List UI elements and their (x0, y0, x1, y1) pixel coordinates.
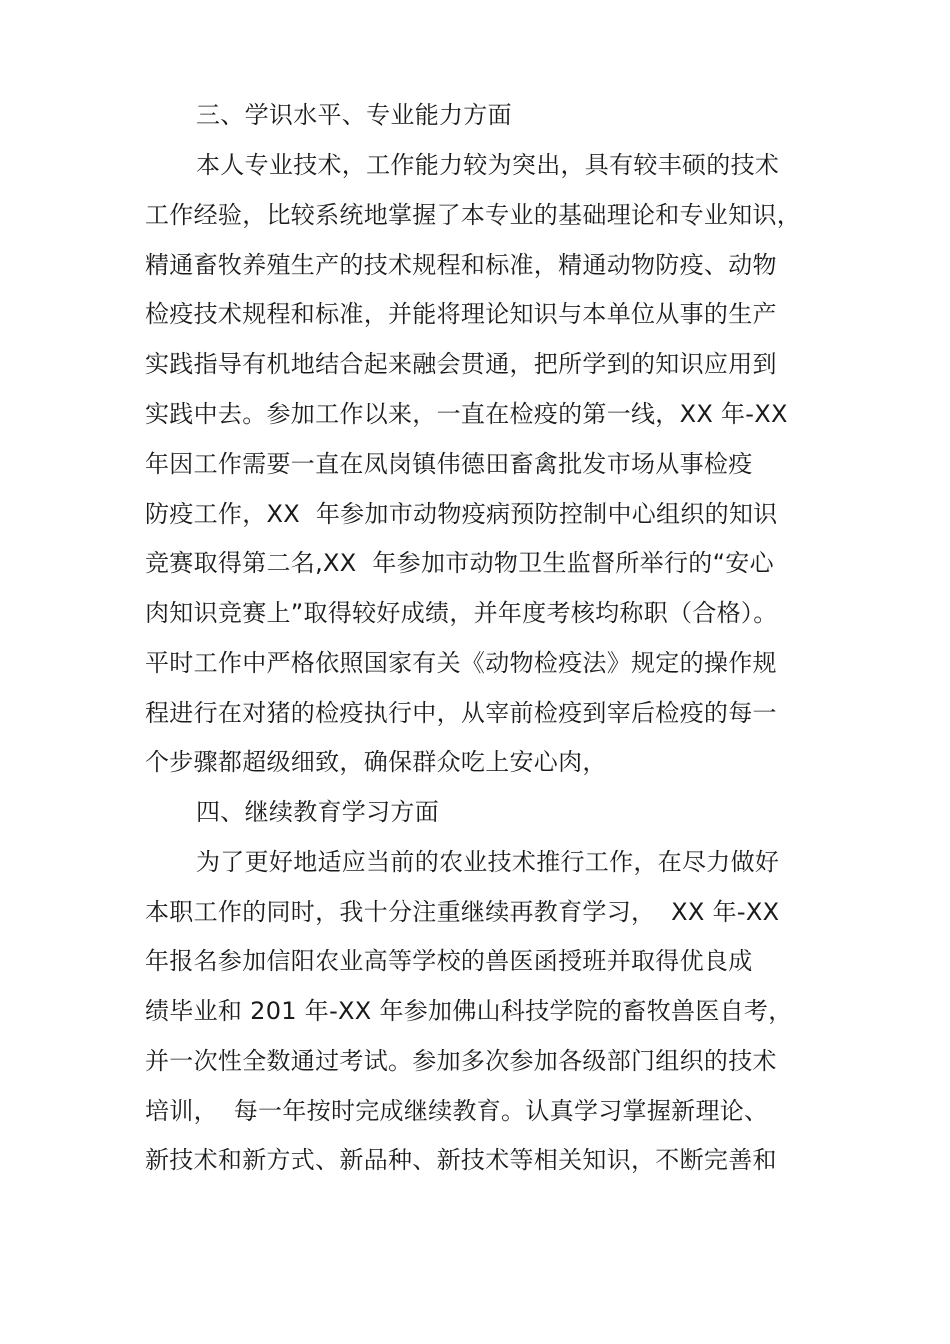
section-heading-4: 四、继续教育学习方面 (196, 798, 439, 826)
paragraph-line: 肉知识竞赛上”取得较好成绩，并年度考核均称职（合格）。 (145, 599, 778, 627)
paragraph-line: 防疫工作，XX 年参加市动物疫病预防控制中心组织的知识 (145, 500, 778, 528)
paragraph-line: 年因工作需要一直在凤岗镇伟德田畜禽批发市场从事检疫 (145, 450, 753, 478)
paragraph-line: 平时工作中严格依照国家有关《动物检疫法》规定的操作规 (145, 649, 777, 677)
paragraph-line: 并一次性全数通过考试。参加多次参加各级部门组织的技术 (145, 1047, 777, 1075)
paragraph-line: 实践指导有机地结合起来融会贯通，把所学到的知识应用到 (145, 350, 777, 378)
paragraph-line: 竞赛取得第二名,XX 年参加市动物卫生监督所举行的“安心 (145, 549, 774, 577)
paragraph-line: 程进行在对猪的检疫执行中，从宰前检疫到宰后检疫的每一 (145, 699, 777, 727)
paragraph-line: 个步骤都超级细致，确保群众吃上安心肉， (145, 748, 607, 776)
paragraph-line: 本人专业技术，工作能力较为突出，具有较丰硕的技术 (196, 151, 780, 179)
paragraph-line: 绩毕业和 201 年-XX 年参加佛山科技学院的畜牧兽医自考， (145, 997, 793, 1025)
section-heading-3: 三、学识水平、专业能力方面 (196, 101, 512, 129)
paragraph-line: 实践中去。参加工作以来，一直在检疫的第一线，XX 年-XX (145, 400, 788, 428)
paragraph-line: 为了更好地适应当前的农业技术推行工作，在尽力做好 (196, 848, 780, 876)
paragraph-line: 新技术和新方式、新品种、新技术等相关知识，不断完善和 (145, 1146, 777, 1174)
paragraph-line: 培训， 每一年按时完成继续教育。认真学习掌握新理论、 (145, 1097, 769, 1125)
paragraph-line: 年报名参加信阳农业高等学校的兽医函授班并取得优良成 (145, 947, 753, 975)
paragraph-line: 精通畜牧养殖生产的技术规程和标准，精通动物防疫、动物 (145, 251, 777, 279)
paragraph-line: 检疫技术规程和标准，并能将理论知识与本单位从事的生产 (145, 300, 777, 328)
paragraph-line: 工作经验，比较系统地掌握了本专业的基础理论和专业知识， (145, 201, 802, 229)
paragraph-line: 本职工作的同时，我十分注重继续再教育学习， XX 年-XX (145, 898, 780, 926)
